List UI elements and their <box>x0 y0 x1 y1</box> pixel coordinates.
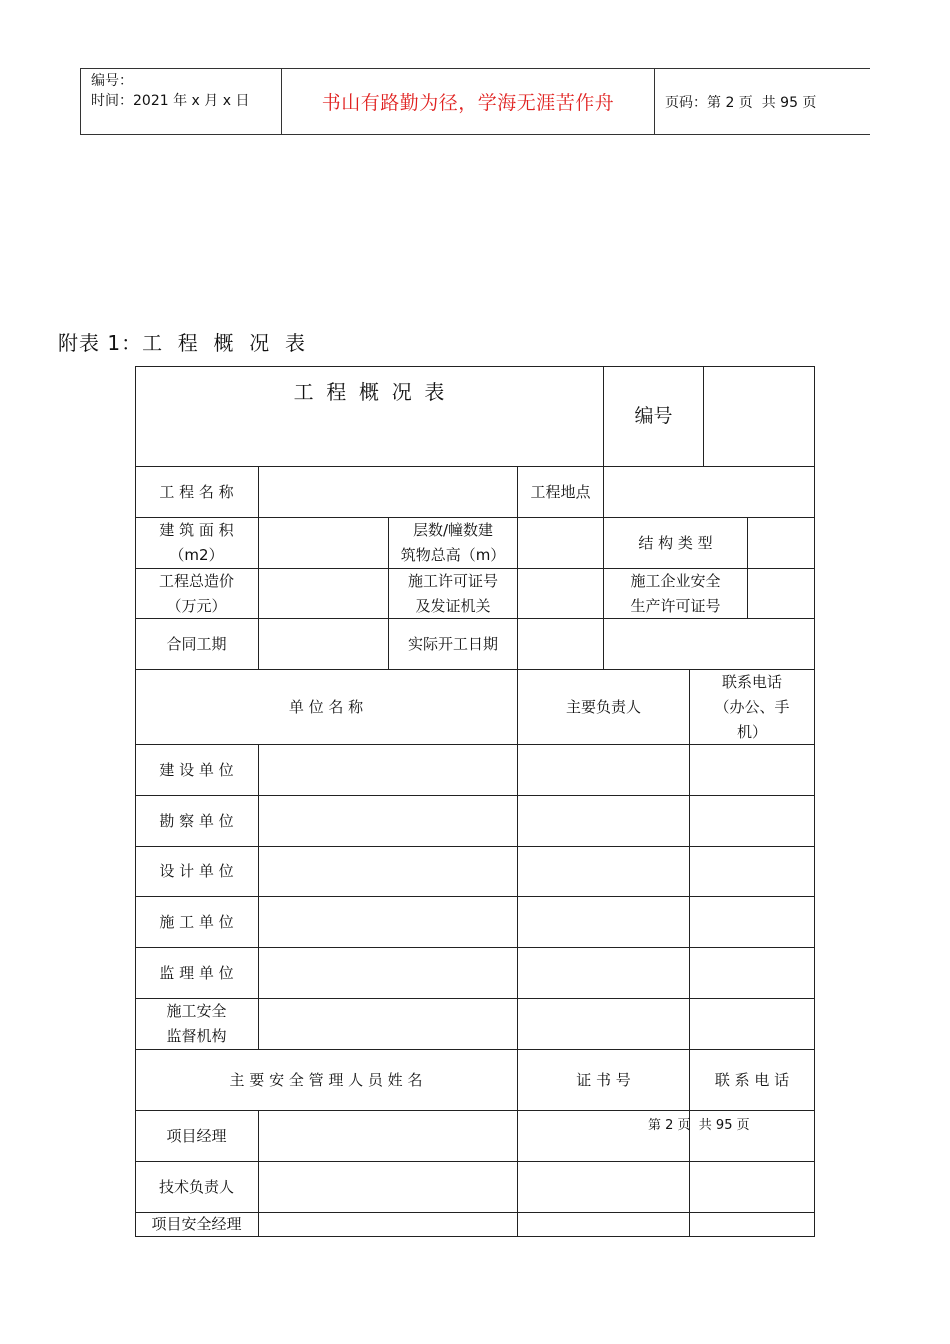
contract-period-value[interactable] <box>259 619 388 669</box>
floors-height-label: 层数/幢数建 筑物总高（m） <box>400 521 506 564</box>
total-cost-value[interactable] <box>259 569 388 618</box>
number-label: 编号 <box>634 404 673 427</box>
actual-start-value[interactable] <box>518 619 603 669</box>
page-footer: 第 2 页 共 95 页 <box>648 1118 750 1133</box>
table-caption: 附表 1：工 程 概 况 表 <box>58 331 306 355</box>
permit-no-value[interactable] <box>518 569 603 618</box>
certificate-header: 证 书 号 <box>576 1070 631 1089</box>
contact-phone-header: 联系电话 （办公、手 机） <box>714 672 790 741</box>
contract-period-label: 合同工期 <box>166 634 227 653</box>
staff-name-header: 主 要 安 全 管 理 人 员 姓 名 <box>229 1070 423 1089</box>
safety-license-value[interactable] <box>748 569 814 618</box>
form-title: 工 程 概 况 表 <box>293 379 445 404</box>
header-motto: 书山有路勤为径，学海无涯苦作舟 <box>282 69 655 134</box>
project-location-label: 工程地点 <box>530 482 591 501</box>
safety-license-label: 施工企业安全 生产许可证号 <box>630 571 721 615</box>
number-value[interactable] <box>704 367 814 466</box>
permit-no-label: 施工许可证号 及发证机关 <box>407 571 498 615</box>
staff-role-label: 项目经理 <box>166 1126 227 1145</box>
staff-role-label: 技术负责人 <box>158 1177 234 1196</box>
floors-height-value[interactable] <box>518 518 603 568</box>
date-line: 时间：2021 年 x 月 x 日 <box>91 93 250 109</box>
header-meta <box>81 69 282 134</box>
main-person-header: 主要负责人 <box>565 697 641 716</box>
unit-label: 建 设 单 位 <box>159 760 234 779</box>
project-name-label: 工 程 名 称 <box>159 482 234 501</box>
unit-label: 施 工 单 位 <box>159 912 234 931</box>
staff-role-label: 项目安全经理 <box>151 1215 242 1233</box>
header-page-info: 页码：第 2 页 共 95 页 <box>665 94 817 111</box>
unit-label: 设 计 单 位 <box>159 862 234 880</box>
building-area-label: 建 筑 面 积 （m2） <box>159 521 234 564</box>
document-header <box>80 68 870 135</box>
unit-label: 监 理 单 位 <box>159 963 234 982</box>
structure-type-label: 结 构 类 型 <box>638 533 713 552</box>
staff-phone-header: 联 系 电 话 <box>714 1070 790 1089</box>
total-cost-label: 工程总造价 （万元） <box>158 571 234 615</box>
project-name-value[interactable] <box>259 467 517 517</box>
building-area-value[interactable] <box>259 518 388 568</box>
structure-type-value[interactable] <box>748 518 814 568</box>
actual-start-extra[interactable] <box>604 619 814 669</box>
project-overview-form <box>135 366 815 1237</box>
serial-label: 编号： <box>91 73 133 89</box>
unit-label: 勘 察 单 位 <box>159 811 234 830</box>
unit-name-header: 单 位 名 称 <box>288 697 364 716</box>
unit-label: 施工安全 监督机构 <box>166 1002 227 1045</box>
project-location-value[interactable] <box>604 467 814 517</box>
actual-start-label: 实际开工日期 <box>407 634 498 653</box>
